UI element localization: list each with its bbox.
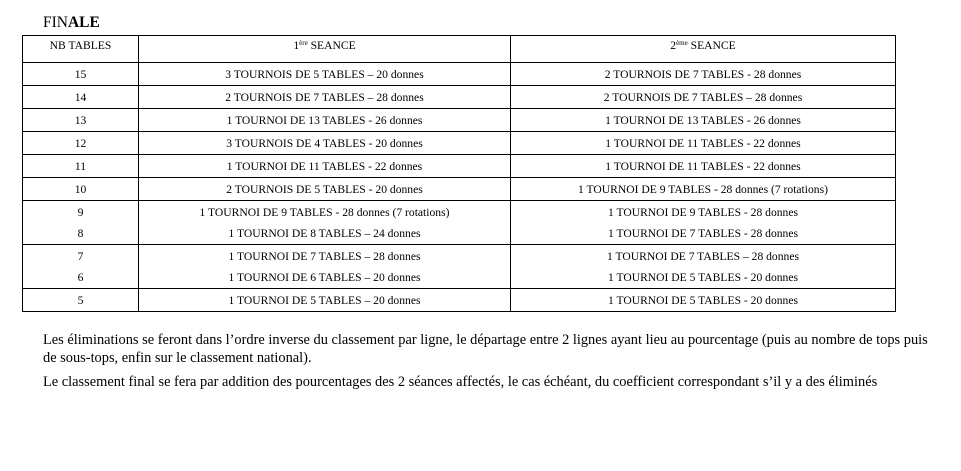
cell-line: 14: [74, 91, 87, 104]
cell-seance-2: [511, 245, 896, 289]
cell-nb-tables: [23, 86, 139, 109]
table-row: [23, 201, 896, 245]
cell-line: 1 TOURNOI DE 7 TABLES – 28 donnes: [228, 250, 421, 263]
cell-line: 1 TOURNOI DE 11 TABLES - 22 donnes: [605, 137, 801, 150]
cell-seance-1: [139, 132, 511, 155]
table-row: [23, 155, 896, 178]
cell-line: 1 TOURNOI DE 5 TABLES – 20 donnes: [228, 294, 421, 307]
cell-line: 1 TOURNOI DE 5 TABLES - 20 donnes: [607, 271, 799, 284]
cell-line: 3 TOURNOIS DE 4 TABLES - 20 donnes: [226, 137, 423, 150]
title-part-bold: ALE: [67, 14, 100, 31]
cell-line: 3 TOURNOIS DE 5 TABLES – 20 donnes: [225, 68, 424, 81]
cell-seance-2: [511, 155, 896, 178]
cell-line: 9: [77, 206, 84, 219]
cell-line: 1 TOURNOI DE 13 TABLES - 26 donnes: [605, 114, 801, 127]
schedule-table: [22, 35, 896, 312]
cell-nb-tables: [23, 289, 139, 312]
cell-line: 1 TOURNOI DE 11 TABLES - 22 donnes: [226, 160, 423, 173]
table-row: [23, 245, 896, 289]
cell-seance-1: [139, 201, 511, 245]
cell-seance-1: [139, 178, 511, 201]
cell-line: 1 TOURNOI DE 7 TABLES – 28 donnes: [607, 250, 799, 263]
cell-line: 8: [77, 227, 84, 240]
cell-line: 2 TOURNOIS DE 5 TABLES - 20 donnes: [226, 183, 423, 196]
cell-line: 1 TOURNOI DE 9 TABLES - 28 donnes (7 rotations): [578, 183, 828, 196]
cell-seance-2: [511, 86, 896, 109]
cell-nb-tables: [23, 109, 139, 132]
cell-seance-2: [511, 289, 896, 312]
header-seance-2-label: SEANCE: [687, 39, 736, 52]
cell-nb-tables: [23, 245, 139, 289]
cell-line: 12: [74, 137, 87, 150]
cell-seance-1: [139, 155, 511, 178]
header-seance-2: [511, 36, 896, 63]
table-row: [23, 63, 896, 86]
cell-seance-1: [139, 109, 511, 132]
cell-line: 1 TOURNOI DE 9 TABLES - 28 donnes (7 rotations): [199, 206, 450, 219]
final-ranking-paragraph: Le classement final se fera par addition des pourcentages des 2 séances affectés, le cas échéant, du coefficient correspondant s’il y a des éliminés: [43, 374, 878, 390]
cell-seance-2: [511, 178, 896, 201]
cell-line: 1 TOURNOI DE 7 TABLES - 28 donnes: [607, 227, 799, 240]
cell-line: 6: [77, 271, 84, 284]
cell-line: 1 TOURNOI DE 9 TABLES - 28 donnes: [607, 206, 799, 219]
header-row: [23, 36, 896, 63]
table-row: [23, 289, 896, 312]
cell-line: 7: [77, 250, 84, 263]
cell-nb-tables: [23, 63, 139, 86]
cell-line: 11: [74, 160, 87, 173]
table-row: [23, 132, 896, 155]
cell-nb-tables: [23, 201, 139, 245]
table-row: [23, 86, 896, 109]
cell-seance-2: [511, 109, 896, 132]
cell-line: 1 TOURNOI DE 8 TABLES – 24 donnes: [228, 227, 421, 240]
table-row: [23, 178, 896, 201]
cell-line: 5: [77, 294, 84, 307]
cell-line: 1 TOURNOI DE 5 TABLES - 20 donnes: [607, 294, 799, 307]
section-title: [43, 14, 100, 32]
cell-line: 15: [74, 68, 87, 81]
cell-seance-2: [511, 132, 896, 155]
cell-line: 2 TOURNOIS DE 7 TABLES - 28 donnes: [604, 68, 802, 81]
cell-nb-tables: [23, 178, 139, 201]
header-seance-2-number: 2: [670, 39, 677, 52]
header-seance-1-sup: ère: [299, 39, 308, 47]
cell-nb-tables: [23, 155, 139, 178]
cell-seance-1: [139, 63, 511, 86]
cell-line: 1 TOURNOI DE 13 TABLES - 26 donnes: [226, 114, 423, 127]
title-part-regular: FIN: [43, 14, 68, 31]
cell-seance-1: [139, 245, 511, 289]
header-seance-2-sup: ème: [676, 39, 688, 47]
cell-line: 2 TOURNOIS DE 7 TABLES – 28 donnes: [225, 91, 424, 104]
cell-seance-2: [511, 63, 896, 86]
cell-line: 1 TOURNOI DE 11 TABLES - 22 donnes: [605, 160, 801, 173]
cell-line: 2 TOURNOIS DE 7 TABLES – 28 donnes: [603, 91, 803, 104]
cell-seance-2: [511, 201, 896, 245]
cell-nb-tables: [23, 132, 139, 155]
cell-line: 13: [74, 114, 87, 127]
table-row: [23, 109, 896, 132]
header-seance-1-label: SEANCE: [307, 39, 356, 52]
elimination-paragraph: Les éliminations se feront dans l’ordre inverse du classement par ligne, le départage entre 2 lignes ayant lieu au pourcentage (puis au nombre de tops puis de sous-tops, enfin sur le classement national).: [43, 332, 928, 366]
cell-seance-1: [139, 289, 511, 312]
cell-line: 1 TOURNOI DE 6 TABLES – 20 donnes: [228, 271, 421, 284]
header-seance-1-number: 1: [293, 39, 300, 52]
cell-seance-1: [139, 86, 511, 109]
cell-line: 10: [74, 183, 87, 196]
header-seance-1: [139, 36, 511, 63]
header-nb-tables: NB TABLES: [23, 36, 139, 63]
